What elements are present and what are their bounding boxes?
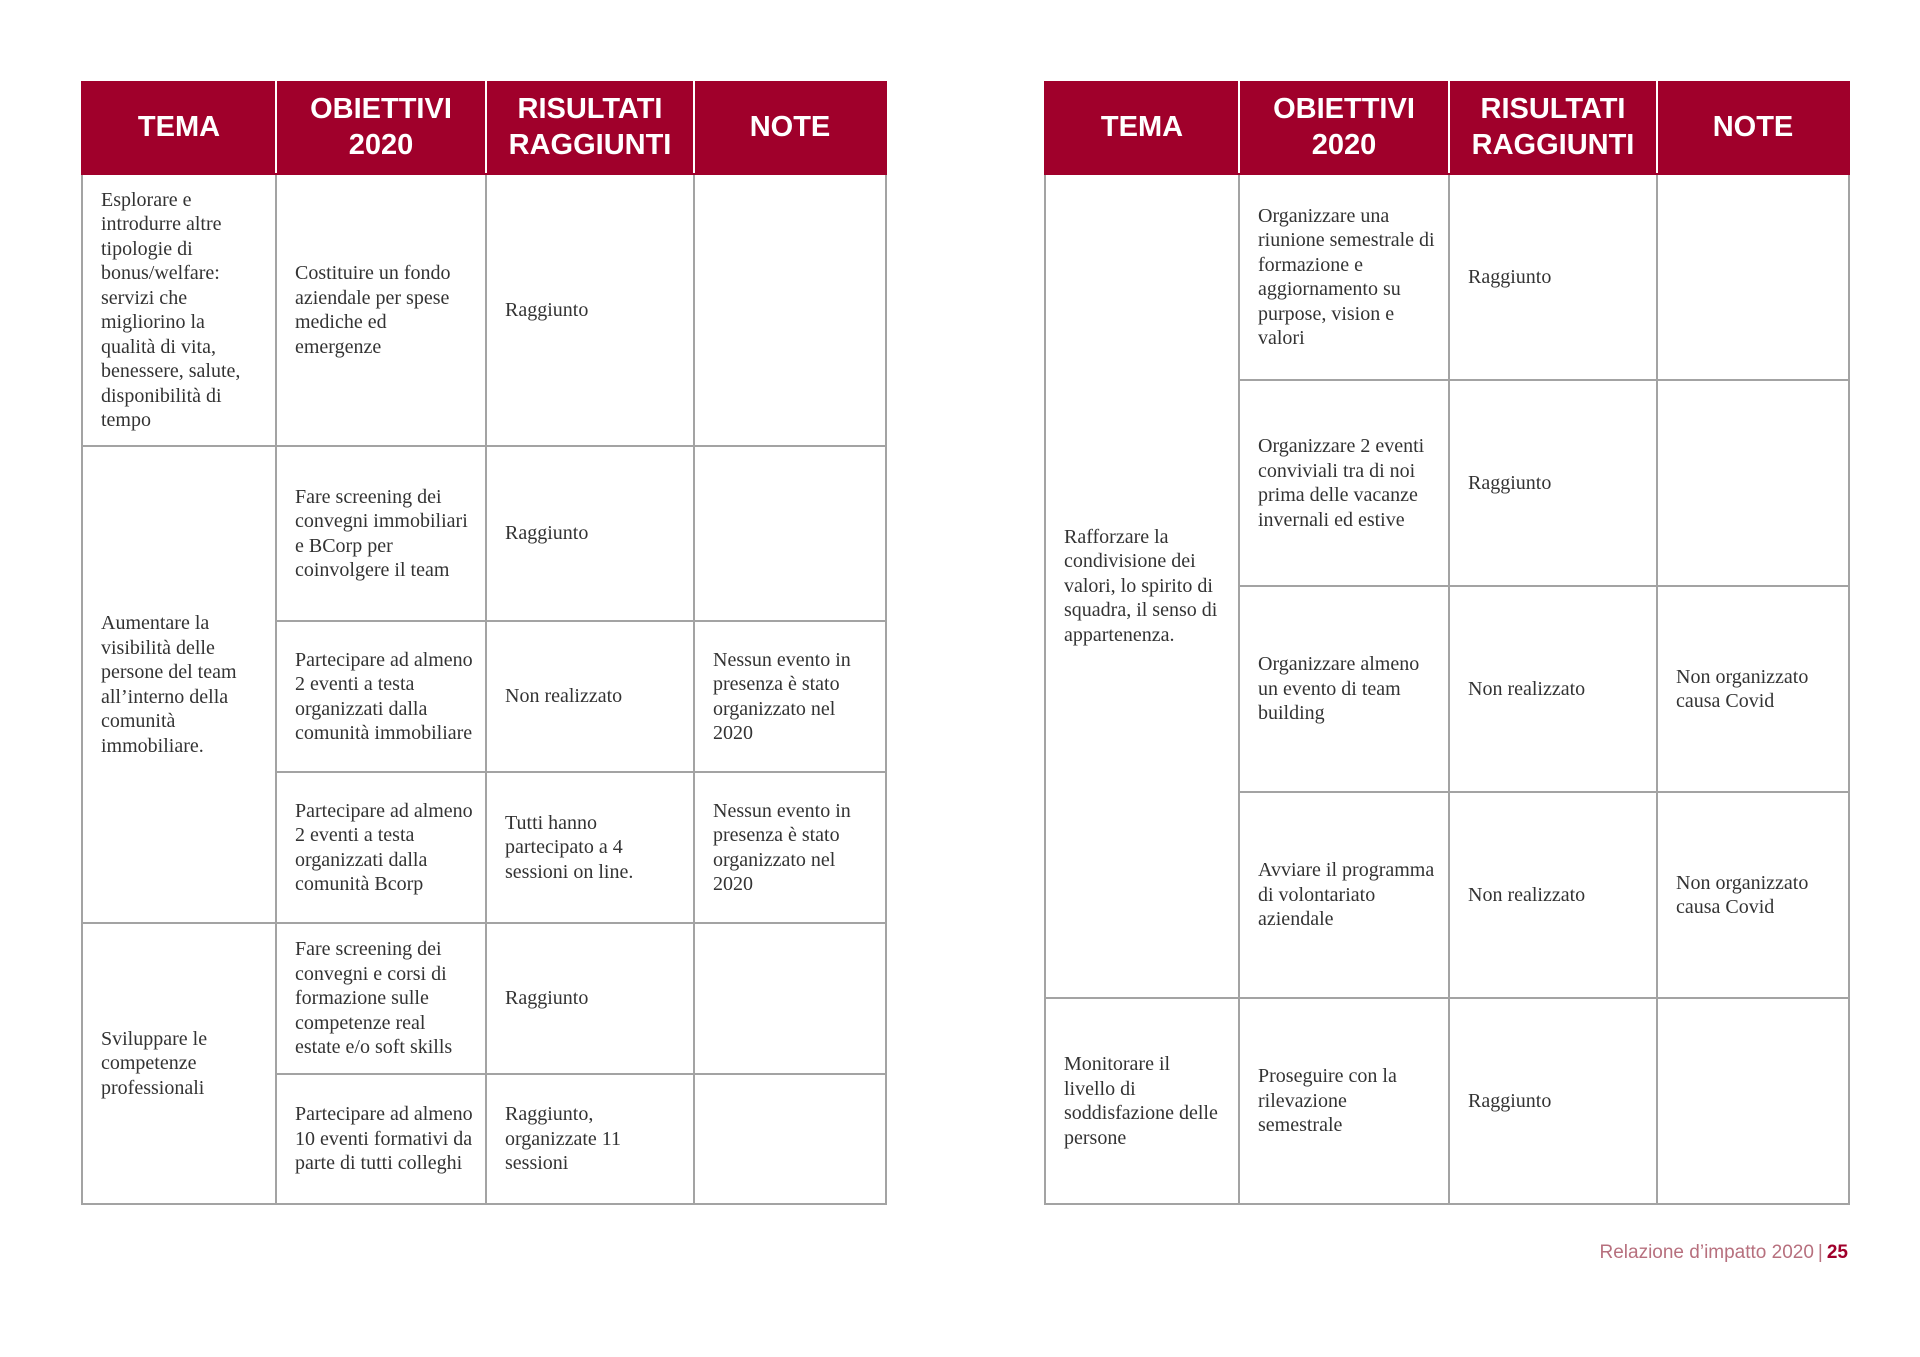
- note-cell: [1657, 174, 1849, 380]
- note-cell: Nessun evento in presenza è stato organizzato nel 2020: [694, 621, 886, 772]
- note-cell: [694, 923, 886, 1074]
- note-cell: [1657, 380, 1849, 586]
- header-tema: TEMA: [82, 81, 276, 174]
- page-number: 25: [1826, 1242, 1848, 1263]
- right-goals-table: [1044, 81, 1850, 1205]
- footer-title: Relazione d’impatto 2020: [1599, 1242, 1814, 1263]
- table-row: [82, 446, 886, 621]
- obiettivo-cell: Partecipare ad almeno 10 eventi formativi da parte di tutti colleghi: [276, 1074, 486, 1204]
- note-cell: [694, 446, 886, 621]
- note-cell: Non organizzato causa Covid: [1657, 792, 1849, 998]
- table-header-row: [82, 81, 886, 174]
- obiettivo-cell: Organizzare almeno un evento di team building: [1239, 586, 1449, 792]
- header-note: NOTE: [694, 81, 886, 174]
- risultato-cell: Non realizzato: [1449, 792, 1657, 998]
- obiettivo-cell: Costituire un fondo aziendale per spese mediche ed emergenze: [276, 174, 486, 446]
- header-risultati: RISULTATI RAGGIUNTI: [486, 81, 694, 174]
- risultato-cell: Raggiunto: [486, 446, 694, 621]
- risultato-cell: Non realizzato: [486, 621, 694, 772]
- risultato-cell: Non realizzato: [1449, 586, 1657, 792]
- obiettivo-cell: Partecipare ad almeno 2 eventi a testa organizzati dalla comunità immobiliare: [276, 621, 486, 772]
- obiettivo-cell: Fare screening dei convegni e corsi di formazione sulle competenze real estate e/o soft skills: [276, 923, 486, 1074]
- table-row: [1045, 998, 1849, 1204]
- tema-cell: Sviluppare le competenze professionali: [82, 923, 276, 1204]
- header-tema: TEMA: [1045, 81, 1239, 174]
- header-risultati: RISULTATI RAGGIUNTI: [1449, 81, 1657, 174]
- left-goals-table: [81, 81, 887, 1205]
- note-cell: [694, 174, 886, 446]
- table-row: [82, 174, 886, 446]
- table-row: [1045, 174, 1849, 380]
- tema-cell: Monitorare il livello di soddisfazione delle persone: [1045, 998, 1239, 1204]
- obiettivo-cell: Avviare il programma di volontariato aziendale: [1239, 792, 1449, 998]
- obiettivo-cell: Organizzare 2 eventi conviviali tra di noi prima delle vacanze invernali ed estive: [1239, 380, 1449, 586]
- note-cell: Nessun evento in presenza è stato organizzato nel 2020: [694, 772, 886, 923]
- note-cell: Non organizzato causa Covid: [1657, 586, 1849, 792]
- risultato-cell: Raggiunto: [486, 174, 694, 446]
- header-obiettivi: OBIETTIVI 2020: [276, 81, 486, 174]
- header-note: NOTE: [1657, 81, 1849, 174]
- tema-cell: Aumentare la visibilità delle persone del team all’interno della comunità immobiliare.: [82, 446, 276, 923]
- risultato-cell: Raggiunto: [1449, 380, 1657, 586]
- note-cell: [1657, 998, 1849, 1204]
- table-row: [82, 923, 886, 1074]
- footer-separator: |: [1817, 1242, 1823, 1263]
- obiettivo-cell: Partecipare ad almeno 2 eventi a testa organizzati dalla comunità Bcorp: [276, 772, 486, 923]
- note-cell: [694, 1074, 886, 1204]
- table-header-row: [1045, 81, 1849, 174]
- obiettivo-cell: Fare screening dei convegni immobiliari e BCorp per coinvolgere il team: [276, 446, 486, 621]
- risultato-cell: Raggiunto, organizzate 11 sessioni: [486, 1074, 694, 1204]
- risultato-cell: Raggiunto: [1449, 174, 1657, 380]
- tema-cell: Esplorare e introdurre altre tipologie di bonus/welfare: servizi che migliorino la qualità di vita, benessere, salute, disponibilità di tempo: [82, 174, 276, 446]
- tema-cell: Rafforzare la condivisione dei valori, lo spirito di squadra, il senso di appartenenza.: [1045, 174, 1239, 998]
- risultato-cell: Tutti hanno partecipato a 4 sessioni on line.: [486, 772, 694, 923]
- obiettivo-cell: Proseguire con la rilevazione semestrale: [1239, 998, 1449, 1204]
- risultato-cell: Raggiunto: [1449, 998, 1657, 1204]
- header-obiettivi: OBIETTIVI 2020: [1239, 81, 1449, 174]
- page-footer: [1600, 1242, 1849, 1264]
- risultato-cell: Raggiunto: [486, 923, 694, 1074]
- obiettivo-cell: Organizzare una riunione semestrale di formazione e aggiornamento su purpose, vision e valori: [1239, 174, 1449, 380]
